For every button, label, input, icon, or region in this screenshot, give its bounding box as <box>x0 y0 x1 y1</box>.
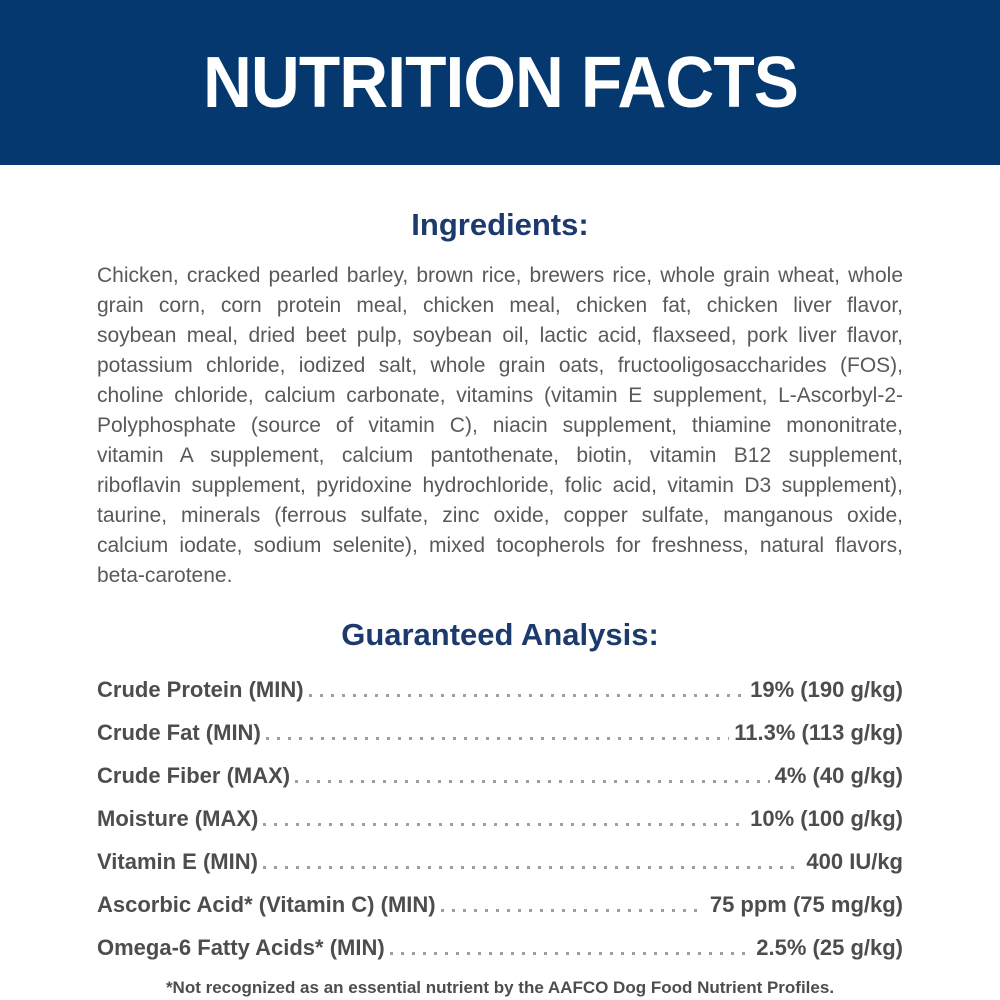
row-value: 11.3% (113 g/kg) <box>734 720 903 745</box>
ingredients-heading: Ingredients: <box>411 207 589 242</box>
analysis-row <box>97 763 903 789</box>
analysis-row <box>97 806 903 832</box>
row-value: 4% (40 g/kg) <box>774 763 903 788</box>
dot-leader <box>441 909 705 912</box>
dot-leader <box>266 737 729 740</box>
row-value: 400 IU/kg <box>806 849 903 874</box>
row-label: Vitamin E (MIN) <box>97 849 258 874</box>
dot-leader <box>390 952 752 955</box>
analysis-rows <box>97 677 903 961</box>
nutrition-banner <box>0 0 1000 165</box>
analysis-row <box>97 892 903 918</box>
row-value: 10% (100 g/kg) <box>750 806 903 831</box>
dot-leader <box>263 823 745 826</box>
ingredients-text: Chicken, cracked pearled barley, brown rice, brewers rice, whole grain wheat, whole grain corn, corn protein meal, chicken meal, chicken fat, chicken liver flavor, soybean meal, dried beet pulp, soybean oil, lactic acid, flaxseed, pork liver flavor, potassium chloride, iodized salt, whole grain oats, fructooligosaccharides (FOS), choline chloride, calcium carbonate, vitamins (vitamin E supplement, L-Ascorbyl-2-Polyphosphate (source of vitamin C), niacin supplement, thiamine mononitrate, vitamin A supplement, calcium pantothenate, biotin, vitamin B12 supplement, riboflavin supplement, pyridoxine hydrochloride, folic acid, vitamin D3 supplement), taurine, minerals (ferrous sulfate, zinc oxide, copper sulfate, manganous oxide, calcium iodate, sodium selenite), mixed tocopherols for freshness, natural flavors, beta-carotene. <box>97 264 903 587</box>
banner-title: NUTRITION FACTS <box>202 42 798 123</box>
row-label: Crude Fiber (MAX) <box>97 763 291 788</box>
analysis-heading: Guaranteed Analysis: <box>341 617 659 652</box>
dot-leader <box>295 780 770 783</box>
row-label: Omega-6 Fatty Acids* (MIN) <box>97 935 385 960</box>
row-label: Crude Protein (MIN) <box>97 677 304 702</box>
dot-leader <box>309 694 746 697</box>
dot-leader <box>263 866 801 869</box>
row-value: 19% (190 g/kg) <box>750 677 903 702</box>
analysis-row <box>97 849 903 875</box>
analysis-row <box>97 720 903 746</box>
analysis-row <box>97 935 903 961</box>
analysis-row <box>97 677 903 703</box>
row-label: Moisture (MAX) <box>97 806 259 831</box>
row-value: 75 ppm (75 mg/kg) <box>709 892 903 917</box>
row-label: Crude Fat (MIN) <box>97 720 261 745</box>
row-value: 2.5% (25 g/kg) <box>756 935 903 960</box>
footnote-text: *Not recognized as an essential nutrient by the AAFCO Dog Food Nutrient Profiles. <box>165 978 835 997</box>
row-label: Ascorbic Acid* (Vitamin C) (MIN) <box>97 892 436 917</box>
